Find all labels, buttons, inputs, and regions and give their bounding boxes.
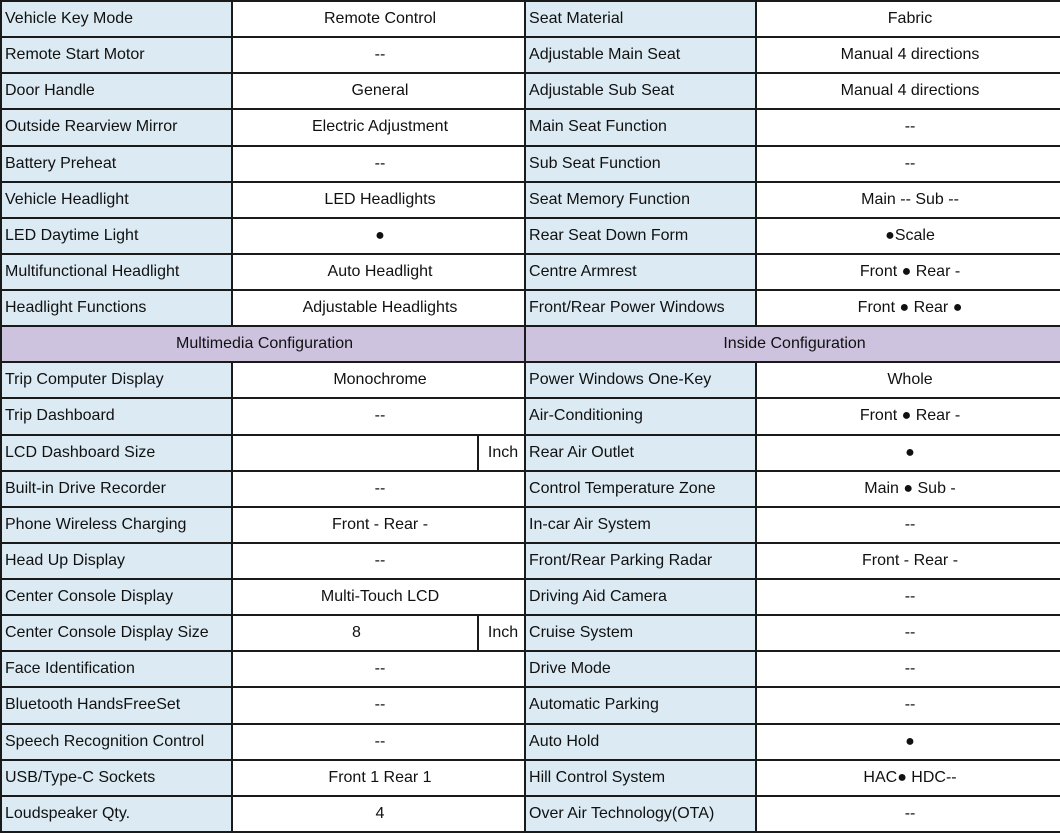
spec-row xyxy=(1,362,1060,398)
spec-label: Seat Material xyxy=(525,1,756,37)
spec-value: -- xyxy=(756,579,1060,615)
spec-value: -- xyxy=(756,615,1060,651)
spec-label: Drive Mode xyxy=(525,651,756,687)
spec-value: -- xyxy=(232,471,525,507)
spec-label: Vehicle Headlight xyxy=(1,182,232,218)
spec-value: Front ● Rear - xyxy=(756,254,1060,290)
spec-unit: Inch xyxy=(478,615,525,651)
spec-row xyxy=(1,579,1060,615)
spec-value: -- xyxy=(232,687,525,723)
spec-label: LED Daytime Light xyxy=(1,218,232,254)
spec-label: Control Temperature Zone xyxy=(525,471,756,507)
spec-row xyxy=(1,724,1060,760)
spec-value: General xyxy=(232,73,525,109)
spec-label: Adjustable Main Seat xyxy=(525,37,756,73)
spec-label: Loudspeaker Qty. xyxy=(1,796,232,832)
spec-label: Center Console Display Size xyxy=(1,615,232,651)
spec-label: Door Handle xyxy=(1,73,232,109)
spec-row xyxy=(1,471,1060,507)
spec-value: Auto Headlight xyxy=(232,254,525,290)
spec-row xyxy=(1,146,1060,182)
spec-label: Built-in Drive Recorder xyxy=(1,471,232,507)
spec-value: ● xyxy=(756,724,1060,760)
spec-value: Main -- Sub -- xyxy=(756,182,1060,218)
spec-value: -- xyxy=(756,687,1060,723)
spec-label: Driving Aid Camera xyxy=(525,579,756,615)
spec-label: Over Air Technology(OTA) xyxy=(525,796,756,832)
spec-value: -- xyxy=(756,796,1060,832)
spec-row xyxy=(1,543,1060,579)
spec-label: Cruise System xyxy=(525,615,756,651)
spec-label: Battery Preheat xyxy=(1,146,232,182)
spec-row xyxy=(1,254,1060,290)
spec-value: Electric Adjustment xyxy=(232,109,525,145)
spec-label: Speech Recognition Control xyxy=(1,724,232,760)
spec-value: Remote Control xyxy=(232,1,525,37)
spec-label: Head Up Display xyxy=(1,543,232,579)
spec-label: Rear Seat Down Form xyxy=(525,218,756,254)
spec-label: Auto Hold xyxy=(525,724,756,760)
spec-label: Remote Start Motor xyxy=(1,37,232,73)
spec-label: Sub Seat Function xyxy=(525,146,756,182)
spec-value: Adjustable Headlights xyxy=(232,290,525,326)
spec-value: Front ● Rear - xyxy=(756,398,1060,434)
spec-label: In-car Air System xyxy=(525,507,756,543)
spec-row xyxy=(1,109,1060,145)
spec-label: Front/Rear Parking Radar xyxy=(525,543,756,579)
spec-label: Air-Conditioning xyxy=(525,398,756,434)
spec-value: Multi-Touch LCD xyxy=(232,579,525,615)
spec-value: 4 xyxy=(232,796,525,832)
section-header-right: Inside Configuration xyxy=(525,326,1060,362)
spec-row xyxy=(1,37,1060,73)
spec-value: -- xyxy=(756,507,1060,543)
spec-row xyxy=(1,651,1060,687)
spec-value: -- xyxy=(232,398,525,434)
spec-label: Rear Air Outlet xyxy=(525,435,756,471)
spec-value: Fabric xyxy=(756,1,1060,37)
spec-value: Front - Rear - xyxy=(232,507,525,543)
spec-value: ● xyxy=(232,218,525,254)
spec-value: 8 xyxy=(232,615,478,651)
spec-value: -- xyxy=(756,146,1060,182)
spec-value: -- xyxy=(232,543,525,579)
spec-value: Front - Rear - xyxy=(756,543,1060,579)
spec-row xyxy=(1,760,1060,796)
section-header-left: Multimedia Configuration xyxy=(1,326,525,362)
spec-label: Adjustable Sub Seat xyxy=(525,73,756,109)
spec-label: Main Seat Function xyxy=(525,109,756,145)
spec-row xyxy=(1,182,1060,218)
spec-value: -- xyxy=(232,651,525,687)
spec-value xyxy=(232,435,478,471)
spec-value: Manual 4 directions xyxy=(756,37,1060,73)
spec-label: Centre Armrest xyxy=(525,254,756,290)
spec-row xyxy=(1,796,1060,832)
spec-row xyxy=(1,687,1060,723)
spec-label: Outside Rearview Mirror xyxy=(1,109,232,145)
spec-row xyxy=(1,1,1060,37)
spec-value: -- xyxy=(232,146,525,182)
spec-label: Seat Memory Function xyxy=(525,182,756,218)
spec-value: Monochrome xyxy=(232,362,525,398)
spec-label: Front/Rear Power Windows xyxy=(525,290,756,326)
spec-label: Automatic Parking xyxy=(525,687,756,723)
spec-row xyxy=(1,507,1060,543)
spec-value: -- xyxy=(756,651,1060,687)
section-header-row xyxy=(1,326,1060,362)
spec-label: Bluetooth HandsFreeSet xyxy=(1,687,232,723)
spec-value: LED Headlights xyxy=(232,182,525,218)
spec-row xyxy=(1,615,1060,651)
spec-value: Manual 4 directions xyxy=(756,73,1060,109)
spec-label: Hill Control System xyxy=(525,760,756,796)
spec-value: Front ● Rear ● xyxy=(756,290,1060,326)
spec-value: -- xyxy=(232,724,525,760)
spec-value: -- xyxy=(232,37,525,73)
spec-label: Vehicle Key Mode xyxy=(1,1,232,37)
spec-label: Phone Wireless Charging xyxy=(1,507,232,543)
spec-value: Whole xyxy=(756,362,1060,398)
spec-value: Main ● Sub - xyxy=(756,471,1060,507)
spec-label: Headlight Functions xyxy=(1,290,232,326)
spec-unit: Inch xyxy=(478,435,525,471)
spec-table-body xyxy=(1,1,1060,832)
spec-value: Front 1 Rear 1 xyxy=(232,760,525,796)
spec-label: Power Windows One-Key xyxy=(525,362,756,398)
spec-row xyxy=(1,290,1060,326)
spec-value: -- xyxy=(756,109,1060,145)
spec-label: Trip Dashboard xyxy=(1,398,232,434)
spec-row xyxy=(1,435,1060,471)
spec-value: HAC● HDC-- xyxy=(756,760,1060,796)
spec-row xyxy=(1,73,1060,109)
spec-label: LCD Dashboard Size xyxy=(1,435,232,471)
spec-value: ●Scale xyxy=(756,218,1060,254)
spec-label: USB/Type-C Sockets xyxy=(1,760,232,796)
spec-label: Center Console Display xyxy=(1,579,232,615)
spec-row xyxy=(1,218,1060,254)
spec-value: ● xyxy=(756,435,1060,471)
spec-label: Face Identification xyxy=(1,651,232,687)
spec-row xyxy=(1,398,1060,434)
spec-label: Multifunctional Headlight xyxy=(1,254,232,290)
spec-label: Trip Computer Display xyxy=(1,362,232,398)
